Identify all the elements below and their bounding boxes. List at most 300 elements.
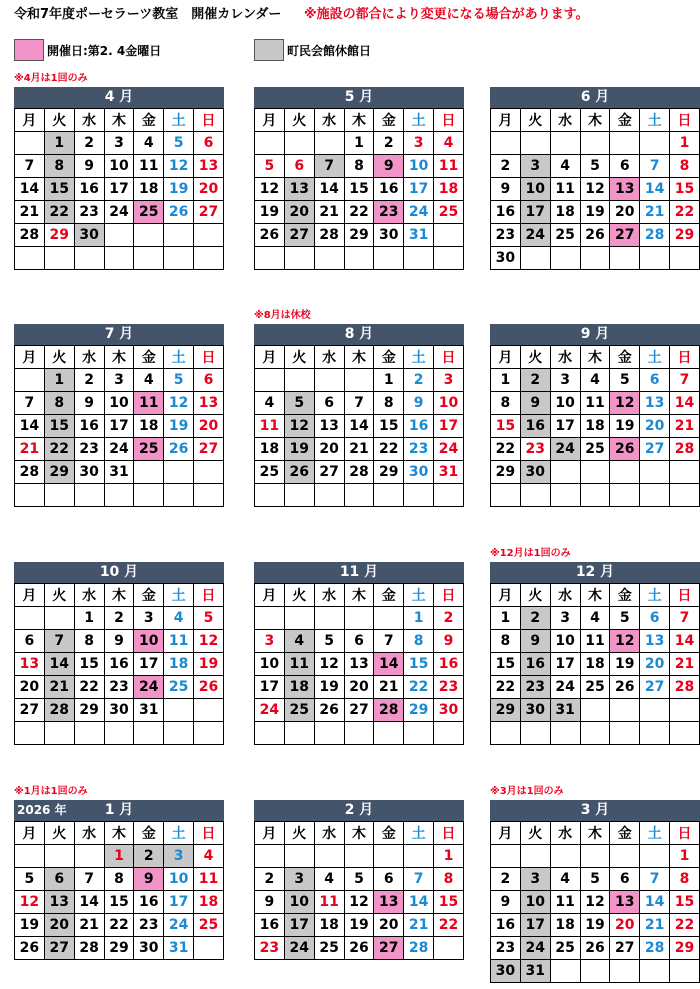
day-cell: 23 [255,937,285,960]
day-cell: 29 [491,699,521,722]
day-cell: 23 [134,914,164,937]
day-cell: 27 [284,224,314,247]
week-row [255,484,464,507]
month-title: 12 月 [575,564,615,580]
week-row [255,178,464,201]
day-cell: 16 [434,653,464,676]
empty-cell [314,484,344,507]
empty-cell [550,461,580,484]
day-cell: 12 [610,392,640,415]
day-cell: 3 [550,369,580,392]
day-cell: 15 [434,891,464,914]
day-cell: 23 [74,201,104,224]
day-cell: 10 [520,891,550,914]
empty-cell [104,484,134,507]
weekday-row [491,109,700,132]
empty-cell [15,132,45,155]
day-cell: 10 [520,178,550,201]
empty-cell [610,722,640,745]
week-row [15,178,224,201]
month-table [14,108,224,270]
day-cell: 20 [344,676,374,699]
weekday-header: 日 [434,346,464,369]
day-cell: 7 [44,630,74,653]
month-table [14,821,224,960]
day-cell: 17 [104,415,134,438]
day-cell: 11 [434,155,464,178]
day-cell: 27 [610,224,640,247]
day-cell: 16 [491,201,521,224]
empty-cell [74,722,104,745]
weekday-header: 金 [610,109,640,132]
weekday-header: 木 [104,109,134,132]
day-cell: 27 [344,699,374,722]
day-cell: 8 [74,630,104,653]
empty-cell [550,845,580,868]
year-label: 2026 年 [17,803,67,817]
day-cell: 24 [404,201,434,224]
weekday-header: 日 [670,346,700,369]
day-cell: 6 [194,132,224,155]
empty-cell [520,845,550,868]
day-cell: 30 [520,461,550,484]
weekday-header: 水 [550,584,580,607]
empty-cell [670,247,700,270]
day-cell: 2 [74,369,104,392]
empty-cell [344,607,374,630]
day-cell: 12 [15,891,45,914]
day-cell: 14 [640,891,670,914]
weekday-header: 火 [520,584,550,607]
weekday-header: 木 [580,822,610,845]
day-cell: 24 [434,438,464,461]
day-cell: 19 [164,415,194,438]
empty-cell [194,937,224,960]
day-cell: 31 [164,937,194,960]
day-cell: 4 [164,607,194,630]
day-cell: 25 [550,937,580,960]
empty-cell [134,247,164,270]
day-cell: 15 [74,653,104,676]
week-row [15,722,224,745]
empty-cell [640,699,670,722]
day-cell: 5 [164,132,194,155]
empty-cell [194,247,224,270]
day-cell: 13 [314,415,344,438]
month-note: ※4月は1回のみ [14,73,88,84]
month-title: 5 月 [344,89,374,105]
weekday-header: 土 [404,109,434,132]
weekday-header: 水 [550,109,580,132]
month-note: ※3月は1回のみ [490,786,564,797]
day-cell: 26 [580,224,610,247]
weekday-header: 日 [194,822,224,845]
empty-cell [15,722,45,745]
week-row [15,699,224,722]
day-cell: 28 [374,699,404,722]
day-cell: 17 [550,415,580,438]
change-notice: ※施設の都合により変更になる場合があります。 [303,7,589,22]
month-table [490,583,700,745]
day-cell: 29 [670,224,700,247]
day-cell: 15 [404,653,434,676]
week-row [491,132,700,155]
empty-cell [640,845,670,868]
day-cell: 14 [15,415,45,438]
day-cell: 22 [434,914,464,937]
day-cell: 4 [284,630,314,653]
weekday-header: 月 [255,109,285,132]
day-cell: 3 [404,132,434,155]
legend-closed-label: 町民会館休館日 [287,43,372,58]
week-row [15,676,224,699]
empty-cell [670,699,700,722]
day-cell: 12 [344,891,374,914]
day-cell: 23 [491,224,521,247]
day-cell: 18 [550,914,580,937]
day-cell: 16 [134,891,164,914]
day-cell: 28 [344,461,374,484]
day-cell: 24 [550,438,580,461]
week-row [15,132,224,155]
month-calendar [490,800,700,983]
empty-cell [74,484,104,507]
weekday-row [15,822,224,845]
empty-cell [15,247,45,270]
day-cell: 11 [284,653,314,676]
day-cell: 5 [284,392,314,415]
day-cell: 18 [314,914,344,937]
month-header [14,562,224,583]
day-cell: 2 [374,132,404,155]
day-cell: 4 [134,132,164,155]
week-row [491,914,700,937]
day-cell: 16 [104,653,134,676]
day-cell: 21 [404,914,434,937]
day-cell: 5 [580,155,610,178]
day-cell: 6 [610,155,640,178]
day-cell: 20 [194,178,224,201]
day-cell: 13 [640,392,670,415]
empty-cell [164,224,194,247]
day-cell: 10 [404,155,434,178]
day-cell: 24 [164,914,194,937]
day-cell: 26 [610,676,640,699]
empty-cell [670,722,700,745]
weekday-header: 月 [491,346,521,369]
day-cell: 16 [74,415,104,438]
week-row [15,891,224,914]
day-cell: 4 [255,392,285,415]
day-cell: 4 [314,868,344,891]
day-cell: 14 [670,392,700,415]
empty-cell [194,484,224,507]
empty-cell [314,247,344,270]
empty-cell [374,845,404,868]
weekday-row [15,109,224,132]
empty-cell [164,699,194,722]
weekday-row [15,584,224,607]
day-cell: 1 [104,845,134,868]
day-cell: 25 [550,224,580,247]
day-cell: 22 [404,676,434,699]
week-row [491,415,700,438]
empty-cell [610,845,640,868]
weekday-header: 水 [74,584,104,607]
empty-cell [74,247,104,270]
week-row [491,676,700,699]
day-cell: 11 [314,891,344,914]
day-cell: 28 [670,676,700,699]
week-row [255,937,464,960]
day-cell: 15 [491,653,521,676]
weekday-row [255,109,464,132]
month-table [254,583,464,745]
weekday-row [15,346,224,369]
day-cell: 1 [491,369,521,392]
day-cell: 20 [640,653,670,676]
weekday-header: 土 [164,346,194,369]
day-cell: 17 [434,415,464,438]
day-cell: 7 [74,868,104,891]
empty-cell [134,461,164,484]
day-cell: 24 [284,937,314,960]
weekday-header: 土 [640,109,670,132]
month-table [490,345,700,507]
empty-cell [610,461,640,484]
week-row [255,155,464,178]
empty-cell [520,484,550,507]
empty-cell [314,369,344,392]
week-row [491,845,700,868]
empty-cell [580,960,610,983]
day-cell: 11 [255,415,285,438]
legend-event-label: 開催日:第2. 4金曜日 [47,43,162,58]
day-cell: 13 [610,891,640,914]
day-cell: 24 [550,676,580,699]
weekday-header: 金 [374,109,404,132]
legend-event [14,38,161,62]
weekday-header: 木 [580,346,610,369]
week-row [15,224,224,247]
day-cell: 12 [194,630,224,653]
day-cell: 15 [374,415,404,438]
empty-cell [284,484,314,507]
day-cell: 14 [374,653,404,676]
empty-cell [491,484,521,507]
day-cell: 30 [491,960,521,983]
day-cell: 31 [520,960,550,983]
empty-cell [74,845,104,868]
empty-cell [255,369,285,392]
empty-cell [374,247,404,270]
day-cell: 2 [520,369,550,392]
day-cell: 10 [134,630,164,653]
day-cell: 2 [74,132,104,155]
weekday-header: 金 [134,584,164,607]
weekday-header: 水 [74,109,104,132]
month-calendar [490,562,700,745]
empty-cell [374,484,404,507]
empty-cell [255,722,285,745]
weekday-header: 月 [15,822,45,845]
empty-cell [640,247,670,270]
empty-cell [314,132,344,155]
month-title: 8 月 [344,326,374,342]
day-cell: 3 [164,845,194,868]
empty-cell [344,247,374,270]
empty-cell [610,699,640,722]
day-cell: 12 [284,415,314,438]
day-cell: 27 [610,937,640,960]
day-cell: 24 [104,201,134,224]
day-cell: 21 [15,438,45,461]
empty-cell [44,845,74,868]
month-title: 2 月 [344,802,374,818]
day-cell: 6 [610,868,640,891]
day-cell: 29 [104,937,134,960]
day-cell: 16 [404,415,434,438]
empty-cell [164,461,194,484]
day-cell: 22 [491,438,521,461]
day-cell: 12 [255,178,285,201]
day-cell: 4 [550,868,580,891]
day-cell: 31 [434,461,464,484]
day-cell: 9 [404,392,434,415]
day-cell: 3 [284,868,314,891]
empty-cell [15,484,45,507]
day-cell: 30 [520,699,550,722]
day-cell: 23 [374,201,404,224]
empty-cell [640,484,670,507]
empty-cell [284,845,314,868]
week-row [255,247,464,270]
day-cell: 3 [134,607,164,630]
day-cell: 19 [580,201,610,224]
day-cell: 7 [404,868,434,891]
day-cell: 27 [314,461,344,484]
week-row [15,369,224,392]
day-cell: 16 [374,178,404,201]
day-cell: 7 [374,630,404,653]
day-cell: 26 [284,461,314,484]
empty-cell [404,845,434,868]
day-cell: 2 [520,607,550,630]
day-cell: 28 [74,937,104,960]
month-header [490,800,700,821]
day-cell: 27 [44,937,74,960]
day-cell: 12 [314,653,344,676]
day-cell: 27 [640,438,670,461]
day-cell: 1 [44,132,74,155]
week-row [15,630,224,653]
weekday-header: 木 [344,109,374,132]
day-cell: 26 [164,201,194,224]
day-cell: 20 [610,201,640,224]
day-cell: 12 [580,891,610,914]
day-cell: 12 [610,630,640,653]
week-row [15,653,224,676]
weekday-header: 月 [255,584,285,607]
day-cell: 8 [404,630,434,653]
day-cell: 8 [44,392,74,415]
day-cell: 23 [104,676,134,699]
weekday-header: 日 [194,109,224,132]
day-cell: 22 [104,914,134,937]
week-row [255,891,464,914]
weekday-header: 金 [374,822,404,845]
empty-cell [284,607,314,630]
day-cell: 15 [44,415,74,438]
empty-cell [434,484,464,507]
month-table [254,108,464,270]
empty-cell [550,484,580,507]
day-cell: 26 [610,438,640,461]
weekday-header: 火 [520,822,550,845]
weekday-header: 日 [434,109,464,132]
empty-cell [580,132,610,155]
weekday-header: 火 [520,109,550,132]
week-row [255,438,464,461]
page-title [14,3,589,22]
day-cell: 1 [404,607,434,630]
weekday-header: 金 [610,822,640,845]
day-cell: 9 [104,630,134,653]
day-cell: 26 [255,224,285,247]
day-cell: 11 [194,868,224,891]
weekday-header: 土 [404,822,434,845]
day-cell: 1 [670,132,700,155]
month-calendar [254,800,464,960]
empty-cell [520,132,550,155]
week-row [15,247,224,270]
day-cell: 4 [434,132,464,155]
day-cell: 15 [104,891,134,914]
day-cell: 14 [44,653,74,676]
day-cell: 18 [580,415,610,438]
week-row [255,845,464,868]
day-cell: 19 [255,201,285,224]
day-cell: 11 [134,155,164,178]
day-cell: 17 [404,178,434,201]
day-cell: 29 [344,224,374,247]
day-cell: 28 [670,438,700,461]
day-cell: 15 [344,178,374,201]
day-cell: 28 [640,937,670,960]
empty-cell [255,607,285,630]
day-cell: 9 [491,891,521,914]
day-cell: 4 [550,155,580,178]
empty-cell [491,132,521,155]
empty-cell [491,722,521,745]
day-cell: 5 [255,155,285,178]
empty-cell [104,247,134,270]
weekday-header: 日 [194,584,224,607]
day-cell: 5 [164,369,194,392]
day-cell: 9 [434,630,464,653]
day-cell: 6 [44,868,74,891]
weekday-header: 金 [134,822,164,845]
week-row [255,914,464,937]
day-cell: 23 [520,676,550,699]
day-cell: 21 [640,201,670,224]
day-cell: 16 [520,415,550,438]
day-cell: 4 [580,369,610,392]
day-cell: 19 [164,178,194,201]
day-cell: 8 [104,868,134,891]
week-row [491,891,700,914]
empty-cell [284,247,314,270]
